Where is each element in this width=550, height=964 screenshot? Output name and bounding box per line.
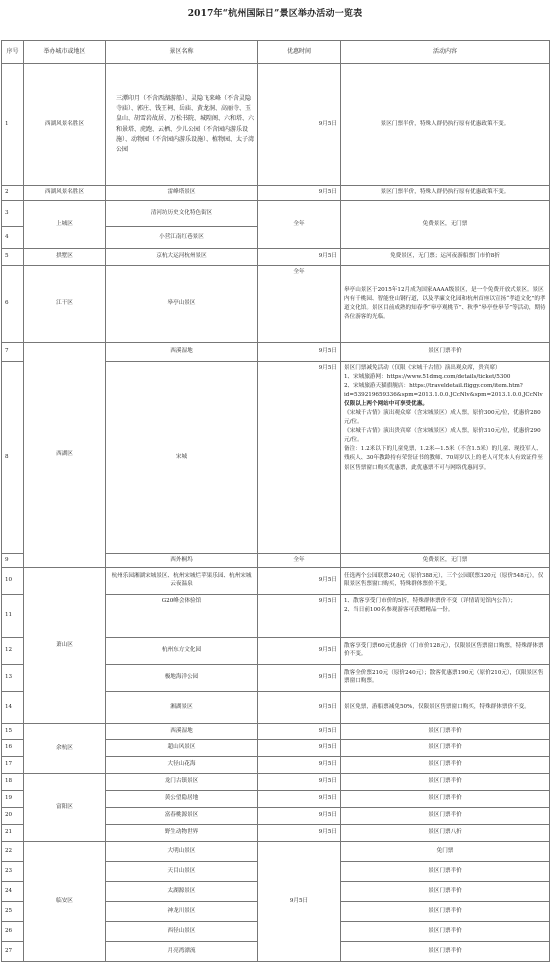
row-activity: 景区门票八折	[341, 825, 550, 842]
table-header-row	[2, 41, 550, 64]
row-time: 9月5日	[258, 638, 341, 665]
row-spot: 神龙川景区	[106, 902, 258, 922]
header-seq: 序号	[2, 41, 24, 64]
table-row	[2, 724, 550, 740]
row-seq: 23	[2, 862, 24, 882]
table-row	[2, 186, 550, 201]
row-district: 富阳区	[24, 774, 106, 842]
row-seq: 1	[2, 64, 24, 186]
row-activity: 景区门票半价	[341, 902, 550, 922]
row-activity: 景区门票半价	[341, 791, 550, 808]
row-spot: 太湖源景区	[106, 882, 258, 902]
header-time: 优惠时间	[258, 41, 341, 64]
table-row	[2, 201, 550, 227]
row-spot: 西溪湿地	[106, 724, 258, 740]
row-activity: 散客全价票210元（原价240元）；散客优惠票190元（原价210元），仅限景区售票窗口购票。	[341, 665, 550, 692]
row-activity: 景区门票半价	[341, 757, 550, 774]
row-spot: 大径山花海	[106, 757, 258, 774]
row-seq: 21	[2, 825, 24, 842]
row-time: 9月5日	[258, 724, 341, 740]
table-row	[2, 343, 550, 362]
row-time: 9月5日	[258, 249, 341, 266]
row-seq: 2	[2, 186, 24, 201]
row-spot: 湘湖景区	[106, 692, 258, 724]
row-seq: 9	[2, 554, 24, 568]
row-spot: 大明山景区	[106, 842, 258, 862]
row-seq: 18	[2, 774, 24, 791]
row-seq: 6	[2, 266, 24, 343]
row-time: 9月5日	[258, 64, 341, 186]
row-time: 全年	[258, 266, 341, 343]
row-spot: 龙门古镇景区	[106, 774, 258, 791]
row-spot: 极地海洋公园	[106, 665, 258, 692]
row-seq: 27	[2, 942, 24, 962]
row-time: 全年	[258, 554, 341, 568]
row-spot: 杭州东方文化园	[106, 638, 258, 665]
row-district: 上城区	[24, 201, 106, 249]
table-row	[2, 842, 550, 862]
row-spot: 三潭印月（不含西湖游船）、灵隐飞来峰（不含灵隐寺庙）、郭庄、钱王祠、岳庙、黄龙洞、高丽寺、玉皇山、胡雪岩故居、万松书院、城隍阁、六和塔、六和景塔、虎跑、云栖、少儿公园（不含园内游乐设施）、动物园（不含园内游乐设施）、植物园、太子湾公园	[106, 64, 258, 186]
activity-line: 《宋城千古情》演出观众席（含宋城景区）成人票，原价300元/位，优惠价280元/位。	[344, 410, 541, 426]
row-seq: 4	[2, 227, 24, 249]
row-activity: 景区门票半价	[341, 724, 550, 740]
page-title: 2017年“杭州国际日”景区举办活动一览表	[187, 9, 363, 19]
row-seq: 17	[2, 757, 24, 774]
row-district: 江干区	[24, 266, 106, 343]
row-time: 9月5日	[258, 740, 341, 757]
row-activity: 景区门票半价	[341, 343, 550, 362]
table-row	[2, 568, 550, 595]
row-spot: 杭州乐园湘湖宋城景区、杭州宋城烂苹果乐园、杭州宋城云夜温泉	[106, 568, 258, 595]
row-spot: 月亮湾漂流	[106, 942, 258, 962]
row-activity: 景区门票半价	[341, 942, 550, 962]
row-seq: 7	[2, 343, 24, 362]
row-activity: 景区门票半价，特殊人群仍执行原有优惠政策不变。	[341, 64, 550, 186]
row-activity: 免费景区，无门票	[341, 201, 550, 249]
row-activity: 任选两个公园联票240元（原价388元），三个公园联票320元（原价548元），仅限景区售票窗口购买，特殊群体票价不变。	[341, 568, 550, 595]
row-activity: 景区门票半价	[341, 882, 550, 902]
row-seq: 10	[2, 568, 24, 595]
row-seq: 8	[2, 362, 24, 554]
row-seq: 22	[2, 842, 24, 862]
row-time: 9月5日	[258, 595, 341, 638]
row-activity	[341, 595, 550, 638]
row-spot: 京杭大运河杭州景区	[106, 249, 258, 266]
row-time: 9月5日	[258, 774, 341, 791]
row-district: 西湖区	[24, 343, 106, 568]
row-time: 9月5日	[258, 692, 341, 724]
row-spot: 皋亭山景区	[106, 266, 258, 343]
row-district: 西湖风景名胜区	[24, 64, 106, 186]
row-spot: 小营江南红巷景区	[106, 227, 258, 249]
row-time: 9月5日	[258, 825, 341, 842]
row-time: 9月5日	[258, 791, 341, 808]
row-activity: 免费景区，无门票；运河夜游船票门市价8折	[341, 249, 550, 266]
activity-line: 景区门票减免活动（仅限《宋城千古情》演出观众席，贵宾席）	[344, 365, 501, 371]
row-time: 全年	[258, 201, 341, 249]
row-activity: 景区门票半价	[341, 740, 550, 757]
header-spot: 景区名称	[106, 41, 258, 64]
row-spot: 清河坊历史文化特色街区	[106, 201, 258, 227]
row-time: 9月5日	[258, 343, 341, 362]
row-time: 9月5日	[258, 568, 341, 595]
activity-line: 备注：1.2米以下的儿童免票，1.2米—1.5米（不含1.5米）的儿童、现役军人、残疾人、30年教龄持有荣誉证书的教师、70周岁以上的老人可凭本人有效证件至景区售票窗口购买优惠票，此优惠票不可与网络优惠同享。	[344, 446, 543, 471]
row-seq: 14	[2, 692, 24, 724]
table-row	[2, 266, 550, 343]
row-seq: 24	[2, 882, 24, 902]
row-seq: 19	[2, 791, 24, 808]
row-time: 9月5日	[258, 665, 341, 692]
row-spot: 宋城	[106, 362, 258, 554]
row-activity: 景区门票半价	[341, 862, 550, 882]
row-activity: 免门票	[341, 842, 550, 862]
row-time: 9月5日	[258, 757, 341, 774]
row-activity: 散客享受门票60元优惠价（门市价128元），仅限景区售票窗口购票，特殊群体票价不变。	[341, 638, 550, 665]
row-spot: 天目山景区	[106, 862, 258, 882]
row-spot: 黄公望隐居地	[106, 791, 258, 808]
row-seq: 16	[2, 740, 24, 757]
events-table	[1, 40, 550, 962]
table-row	[2, 249, 550, 266]
activity-link-line: 1、宋城旅游网：https://www.51dmq.com/details/ticket/5300	[344, 374, 511, 381]
row-district: 拱墅区	[24, 249, 106, 266]
row-spot: G20峰会体验馆	[106, 595, 258, 638]
row-time: 9月5日	[258, 808, 341, 825]
row-seq: 12	[2, 638, 24, 665]
table-row	[2, 64, 550, 186]
header-district: 举办城市或地区	[24, 41, 106, 64]
row-spot: 雷峰塔景区	[106, 186, 258, 201]
row-seq: 13	[2, 665, 24, 692]
row-seq: 11	[2, 595, 24, 638]
row-seq: 3	[2, 201, 24, 227]
row-activity: 景区门票半价	[341, 808, 550, 825]
row-district: 临安区	[24, 842, 106, 962]
header-activity: 活动内容	[341, 41, 550, 64]
row-district: 萧山区	[24, 568, 106, 724]
row-spot: 西溪湿地	[106, 343, 258, 362]
row-activity: 景区门票半价	[341, 774, 550, 791]
row-seq: 26	[2, 922, 24, 942]
row-seq: 20	[2, 808, 24, 825]
activity-line: 仅限以上两个网站中可享受优惠。	[344, 401, 428, 408]
row-seq: 15	[2, 724, 24, 740]
row-time: 9月5日	[258, 362, 341, 554]
row-activity: 免费景区，无门票	[341, 554, 550, 568]
row-spot: 野生动物世界	[106, 825, 258, 842]
row-spot: 西外桐坞	[106, 554, 258, 568]
row-activity: 景区门票半价	[341, 922, 550, 942]
activity-line: 1、散客享受门市价的5折，特殊群体票价不变（详情请见馆内公告）；	[344, 598, 517, 604]
row-activity: 景区免票，游船票减免50%，仅限景区售票窗口购买，特殊群体票价不变。	[341, 692, 550, 724]
activity-link-line: 2、宋城旅游天猫旗舰店：https://traveldetail.fliggy.com/item.htm?id=539219659336&spm=2013.1.0.0.JCcNlv&spm=2013.1.0.0.JCcNlv	[344, 383, 543, 399]
row-seq: 5	[2, 249, 24, 266]
activity-line: 2、当日前100名参观游客可获赠精品一份。	[344, 606, 454, 613]
row-time: 9月5日	[258, 842, 341, 962]
row-time: 9月5日	[258, 186, 341, 201]
row-seq: 25	[2, 902, 24, 922]
activity-line: 《宋城千古情》演出贵宾席（含宋城景区）成人票，原价310元/位，优惠价290元/位。	[344, 428, 541, 444]
row-spot: 超山风景区	[106, 740, 258, 757]
row-activity: 皋亭山景区于2015年12月成为国家AAAA级景区，是一个免费开放式景区。景区内有千桃园、智能登山钢行道，以及孝廉文化园和杭州首座以宣扬“孝道文化”的孝道文化馆。景区目前成熟的知春季“皋亭观桃节”、秋季“皋亭登皋节”等活动，期待各位游客的光临。	[341, 266, 550, 343]
table-row	[2, 774, 550, 791]
row-district: 余杭区	[24, 724, 106, 774]
row-activity: 景区门票半价，特殊人群仍执行原有优惠政策不变。	[341, 186, 550, 201]
row-spot: 富春桃源景区	[106, 808, 258, 825]
row-spot: 西径山景区	[106, 922, 258, 942]
row-activity	[341, 362, 550, 554]
row-district: 西湖风景名胜区	[24, 186, 106, 201]
